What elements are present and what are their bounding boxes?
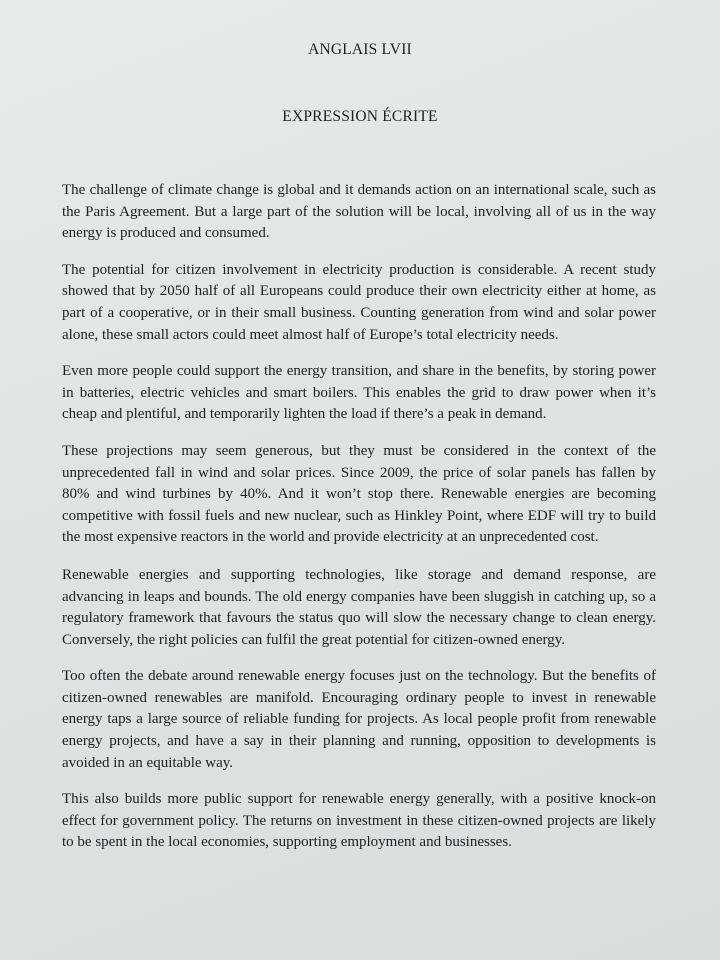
paragraph-6: Too often the debate around renewable energy focuses just on the technology. But the benefits of citizen-owned renewables are manifold. Encouraging ordinary people to invest in renewable energy taps a large source of reliable funding for projects. As local people profit from renewable energy projects, and have a say in their planning and running, opposition to developments is avoided in an equitable way. — [62, 668, 656, 771]
paragraph-1: The challenge of climate change is global and it demands action on an international scale, such as the Paris Agreement. But a large part of the solution will be local, involving all of us in the way energy is produced and consumed. — [62, 182, 656, 242]
paragraph-2: The potential for citizen involvement in electricity production is considerable. A recent study showed that by 2050 half of all Europeans could produce their own electricity either at home, as part of a cooperative, or in their small business. Counting generation from wind and solar power alone, these small actors could meet almost half of Europe’s total electricity needs. — [62, 261, 656, 343]
paragraph-7: This also builds more public support for renewable energy generally, with a positive knock-on effect for government policy. The returns on investment in these citizen-owned projects are likely to be spent in the local economies, supporting employment and businesses. — [62, 791, 656, 851]
essay-text — [62, 180, 656, 869]
exercise-title: EXPRESSION ÉCRITE — [282, 108, 438, 125]
course-heading: ANGLAIS LVII — [308, 41, 412, 58]
paragraph-5: Renewable energies and supporting technologies, like storage and demand response, are advancing in leaps and bounds. The old energy companies have been sluggish in catching up, so a regulatory framework that favours the status quo will slow the necessary change to clean energy. Conversely, the right policies can fulfil the great potential for citizen-owned energy. — [62, 566, 656, 648]
paragraph-3: Even more people could support the energy transition, and share in the benefits, by storing power in batteries, electric vehicles and smart boilers. This enables the grid to draw power when it’s cheap and plentiful, and temporarily lighten the load if there’s a peak in demand. — [62, 363, 656, 423]
paragraph-4: These projections may seem generous, but they must be considered in the context of the unprecedented fall in wind and solar prices. Since 2009, the price of solar panels has fallen by 80% and wind turbines by 40%. And it won’t stop there. Renewable energies are becoming competitive with fossil fuels and new nuclear, such as Hinkley Point, where EDF will try to build the most expensive reactors in the world and provide electricity at an unprecedented cost. — [62, 442, 656, 546]
